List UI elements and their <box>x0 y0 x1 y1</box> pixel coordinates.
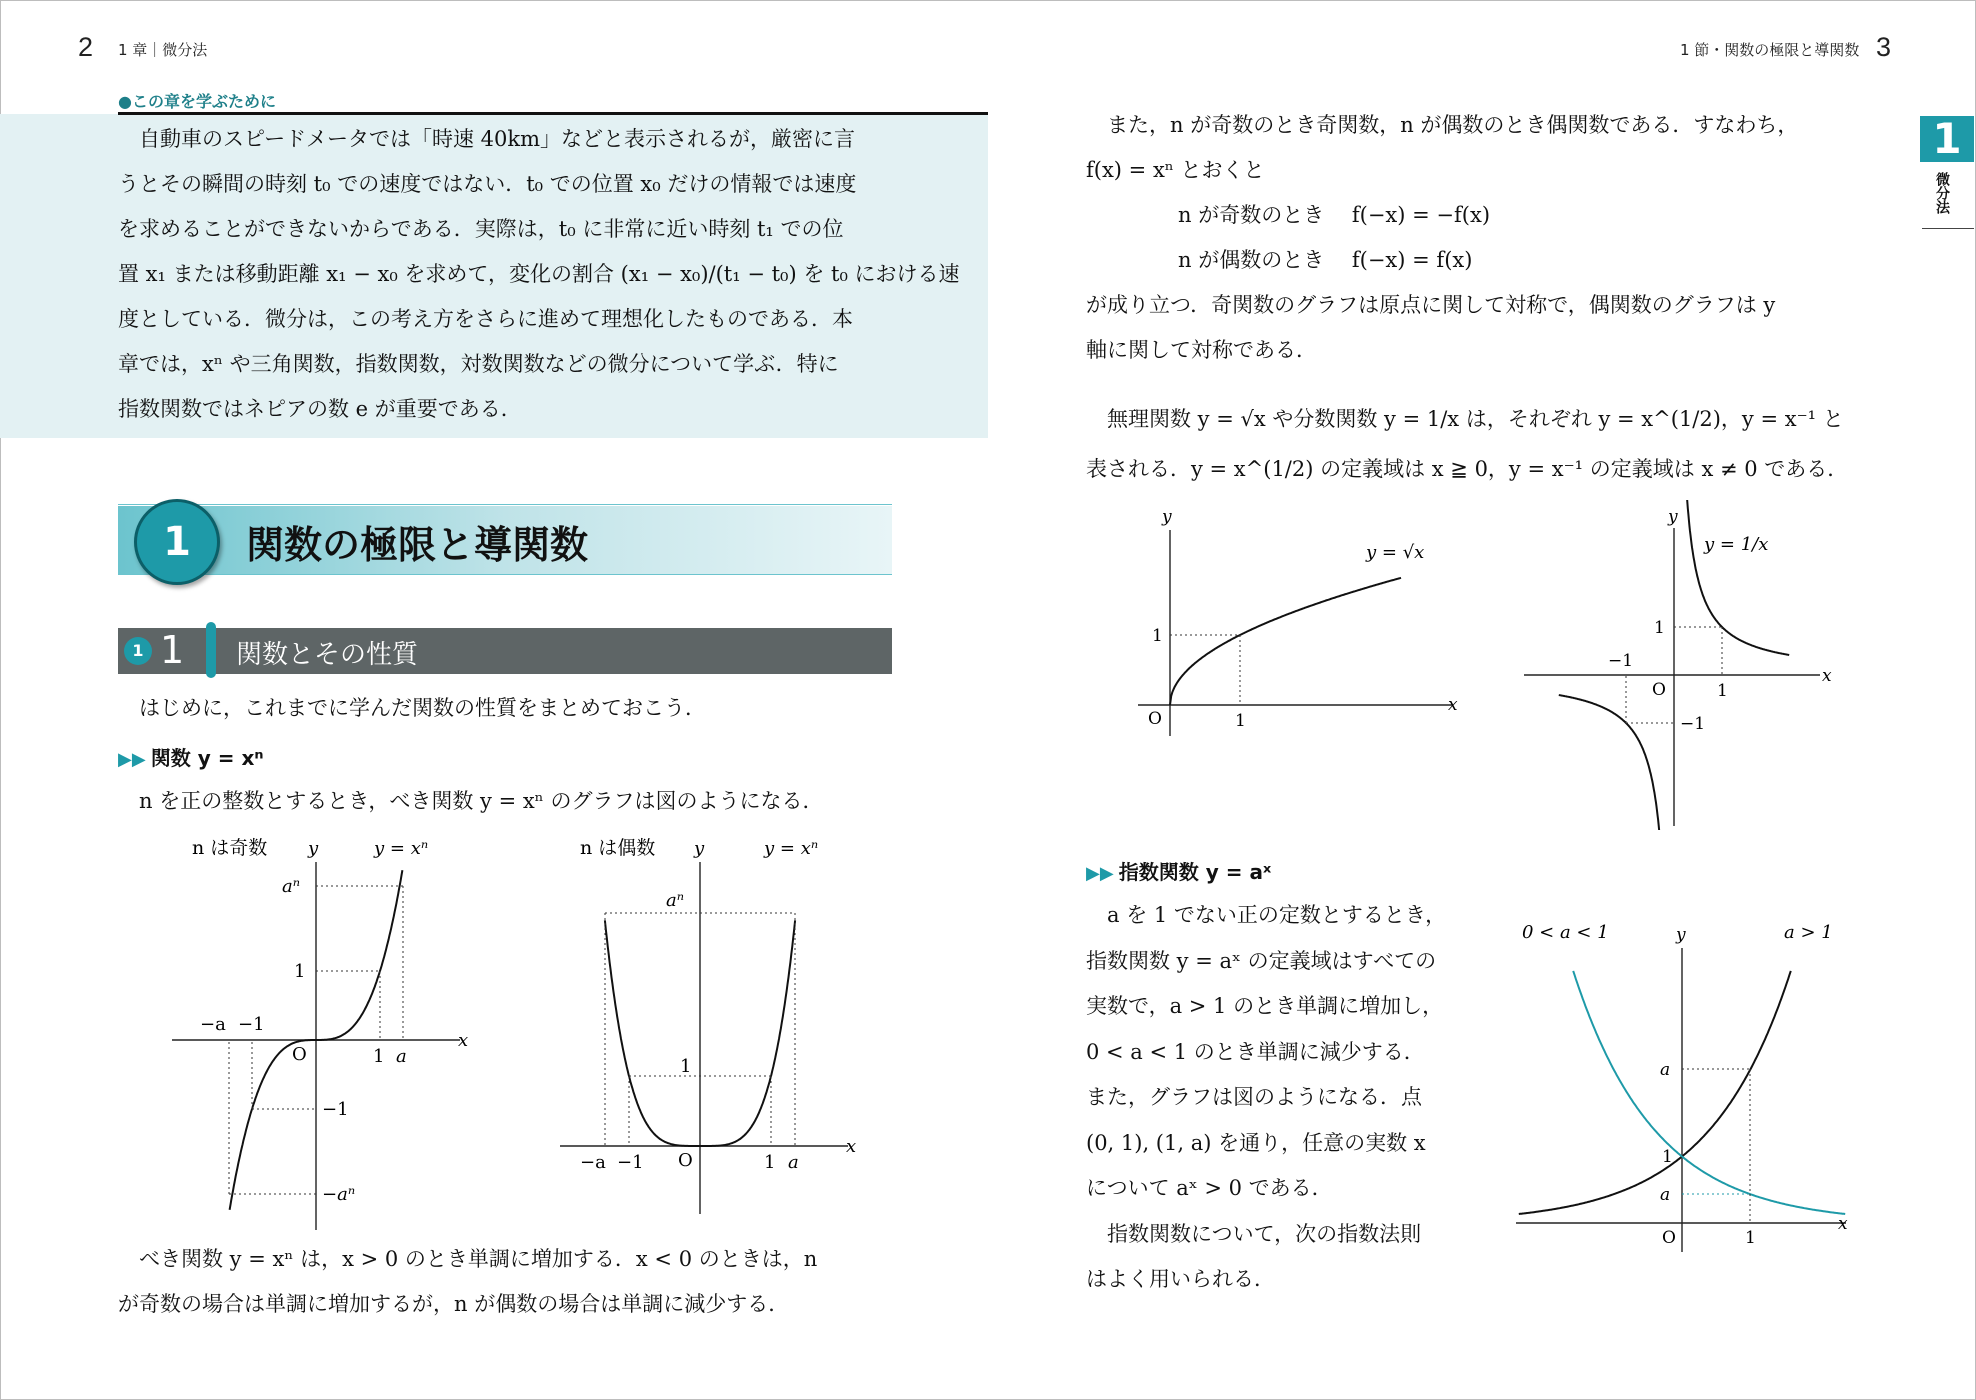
fig-odd-caption: n は奇数 <box>192 837 268 859</box>
left-bottom-line: べき関数 y = xⁿ は，x > 0 のとき単調に増加する．x < 0 のときは，n <box>118 1247 818 1271</box>
exp-line: 指数関数 y = aˣ の定義域はすべての <box>1086 948 1437 973</box>
fig-odd-tick-y1: 1 <box>294 961 306 982</box>
fig-exp-tick-x1: 1 <box>1745 1228 1756 1248</box>
exp-heading-text: 指数関数 y = aˣ <box>1118 860 1272 884</box>
fig-exp-curve-growth <box>1519 971 1791 1214</box>
exp-heading <box>1086 856 1271 885</box>
fig-recip-tick-xm1: −1 <box>1608 651 1634 671</box>
section-rule-top <box>118 504 892 505</box>
fig-recip-xlabel: x <box>1822 666 1832 686</box>
right-line: 軸に関して対称である． <box>1086 338 1317 362</box>
fig-sqrt-curve-label: y = √x <box>1366 542 1425 563</box>
figure-reciprocal <box>1520 500 1860 830</box>
fig-exp-label-left: 0 < a < 1 <box>1522 922 1609 943</box>
fig-odd-tick-neg-a: −a <box>200 1014 226 1035</box>
fig-exp-tick-y1: 1 <box>1662 1147 1673 1167</box>
right-line: 無理関数 y = √x や分数関数 y = 1/x は，それぞれ y = x^(1/2)，y = x⁻¹ と <box>1086 407 1844 431</box>
intro-line: 章では，xⁿ や三角関数，指数関数，対数関数などの微分について学ぶ．特に <box>118 352 839 376</box>
subsection-band <box>118 628 892 674</box>
fig-odd-ylabel: y <box>308 838 319 859</box>
fig-odd-xlabel: x <box>458 1030 469 1051</box>
fig-odd-tick-a: a <box>396 1046 407 1067</box>
fig-sqrt-origin: O <box>1148 709 1162 729</box>
fig-exp-curve-decay <box>1573 971 1845 1214</box>
left-running-head: 1 章｜微分法 <box>118 41 208 59</box>
figure-exponential <box>1510 912 1870 1257</box>
right-line: f(x) = xⁿ とおくと <box>1086 158 1265 182</box>
fig-odd-tick-neg-an: −aⁿ <box>322 1184 356 1205</box>
fig-exp-guides <box>1682 1069 1750 1223</box>
intro-line: 指数関数ではネピアの数 e が重要である． <box>118 397 522 421</box>
chapter-tab: 1 <box>1920 116 1974 162</box>
fig-exp-tick-a-bottom: a <box>1660 1185 1671 1205</box>
exp-line: 0 < a < 1 のとき単調に減少する． <box>1086 1039 1425 1064</box>
fig-even-xlabel: x <box>846 1136 857 1157</box>
intro-line: 置 x₁ または移動距離 x₁ − x₀ を求めて，変化の割合 (x₁ − x₀)/(t₁ − t₀) を t₀ における速 <box>118 262 960 286</box>
fig-recip-ylabel: y <box>1668 507 1678 527</box>
fig-sqrt-ylabel: y <box>1162 507 1172 527</box>
fig-recip-curve-negative <box>1559 695 1665 830</box>
intro-text <box>118 124 978 439</box>
fig-sqrt-guides <box>1170 635 1240 705</box>
section-title: 関数の極限と導関数 <box>246 523 589 567</box>
figure-sqrt <box>1130 500 1470 740</box>
fig-even-ylabel: y <box>694 838 705 859</box>
play-icon: ▶▶ <box>1086 863 1114 884</box>
power-line: n を正の整数とするとき，べき関数 y = xⁿ のグラフは図のようになる． <box>118 789 824 813</box>
irrational-text <box>1086 404 1848 499</box>
fig-even-tick-neg-1: −1 <box>617 1152 644 1173</box>
fig-exp-ylabel: y <box>1676 925 1686 945</box>
power-heading <box>118 742 263 771</box>
subsection-title: 関数とその性質 <box>236 640 419 670</box>
fig-even-tick-y1: 1 <box>680 1056 692 1077</box>
chapter-tab-rule <box>1922 228 1974 229</box>
fig-even-caption: n は偶数 <box>580 837 656 859</box>
fig-even-tick-neg-a: −a <box>580 1152 606 1173</box>
left-bottom-text <box>118 1244 817 1334</box>
right-line: が成り立つ．奇関数のグラフは原点に関して対称で，偶関数のグラフは y <box>1086 293 1776 317</box>
fig-even-curve-label: y = xⁿ <box>764 838 819 859</box>
case-even: n が偶数のとき f(−x) = f(x) <box>1178 248 1473 272</box>
fig-sqrt-tick-y1: 1 <box>1152 626 1163 646</box>
intro-line: 自動車のスピードメータでは「時速 40km」などと表示されるが，厳密に言 <box>118 127 855 151</box>
exp-text <box>1086 900 1446 1310</box>
fig-recip-curve-positive <box>1684 500 1790 655</box>
left-intro-line: はじめに，これまでに学んだ関数の性質をまとめておこう． <box>118 696 706 720</box>
intro-title: ●この章を学ぶために <box>118 92 276 111</box>
play-icon: ▶▶ <box>118 749 146 770</box>
fig-recip-tick-x1: 1 <box>1717 681 1728 701</box>
right-line: 表される．y = x^(1/2) の定義域は x ≧ 0，y = x⁻¹ の定義域は x ≠ 0 である． <box>1086 457 1849 481</box>
right-line: また，n が奇数のとき奇関数，n が偶数のとき偶関数である．すなわち， <box>1086 113 1799 137</box>
fig-recip-tick-y1: 1 <box>1654 618 1665 638</box>
intro-line: を求めることができないからである．実際は，t₀ に非常に近い時刻 t₁ での位 <box>118 217 844 241</box>
subsection-accent-bar <box>206 622 216 678</box>
intro-line: うとその瞬間の時刻 t₀ での速度ではない．t₀ での位置 x₀ だけの情報では速度 <box>118 172 857 196</box>
figure-odd-power <box>160 830 490 1230</box>
fig-recip-origin: O <box>1652 680 1666 700</box>
fig-exp-xlabel: x <box>1838 1214 1848 1234</box>
fig-sqrt-curve <box>1170 578 1401 705</box>
fig-sqrt-xlabel: x <box>1448 695 1458 715</box>
fig-even-tick-1: 1 <box>764 1152 776 1173</box>
exp-line: a を 1 でない正の定数とするとき， <box>1086 903 1447 927</box>
fig-even-tick-a: a <box>788 1152 799 1173</box>
subsection-badge: 1 <box>124 637 152 665</box>
figure-even-power <box>550 830 870 1230</box>
fig-exp-origin: O <box>1662 1228 1676 1248</box>
left-page-number: 2 <box>78 32 94 62</box>
right-running-head: 1 節・関数の極限と導関数 <box>1680 41 1860 59</box>
fig-exp-tick-a-top: a <box>1660 1060 1671 1080</box>
fig-odd-origin: O <box>292 1044 307 1065</box>
exp-line: 指数関数について，次の指数法則 <box>1086 1221 1422 1246</box>
fig-odd-tick-neg-1: −1 <box>238 1014 265 1035</box>
fig-odd-curve-label: y = xⁿ <box>374 838 429 859</box>
right-top-text <box>1086 110 1798 380</box>
exp-line: (0, 1), (1, a) を通り，任意の実数 x <box>1086 1130 1426 1155</box>
exp-line: はよく用いられる． <box>1086 1267 1275 1291</box>
intro-rule <box>118 112 988 115</box>
fig-even-origin: O <box>678 1150 693 1171</box>
exp-line: 実数で，a > 1 のとき単調に増加し， <box>1086 994 1444 1018</box>
case-odd: n が奇数のとき f(−x) = −f(x) <box>1178 203 1491 227</box>
fig-exp-label-right: a > 1 <box>1784 922 1833 943</box>
section-rule-bottom <box>118 574 892 575</box>
power-heading-text: 関数 y = xⁿ <box>150 746 264 770</box>
fig-odd-tick-an: aⁿ <box>282 876 301 897</box>
exp-line: について aˣ > 0 である． <box>1086 1176 1333 1200</box>
exp-line: また，グラフは図のようになる．点 <box>1086 1085 1422 1109</box>
fig-even-tick-an: aⁿ <box>666 890 685 911</box>
fig-sqrt-tick-x1: 1 <box>1235 711 1246 731</box>
fig-recip-tick-ym1: −1 <box>1680 714 1706 734</box>
fig-odd-tick-1: 1 <box>373 1046 385 1067</box>
left-bottom-line: が奇数の場合は単調に増加するが，n が偶数の場合は単調に減少する． <box>118 1292 790 1316</box>
chapter-tab-label: 微分法 <box>1934 172 1950 214</box>
section-number-badge: 1 <box>134 499 220 585</box>
fig-odd-tick-ym1: −1 <box>322 1099 349 1120</box>
intro-line: 度としている．微分は，この考え方をさらに進めて理想化したものである．本 <box>118 307 853 331</box>
fig-recip-curve-label: y = 1/x <box>1704 534 1769 555</box>
subsection-number: 1 <box>160 628 185 672</box>
right-page-number: 3 <box>1876 32 1892 62</box>
